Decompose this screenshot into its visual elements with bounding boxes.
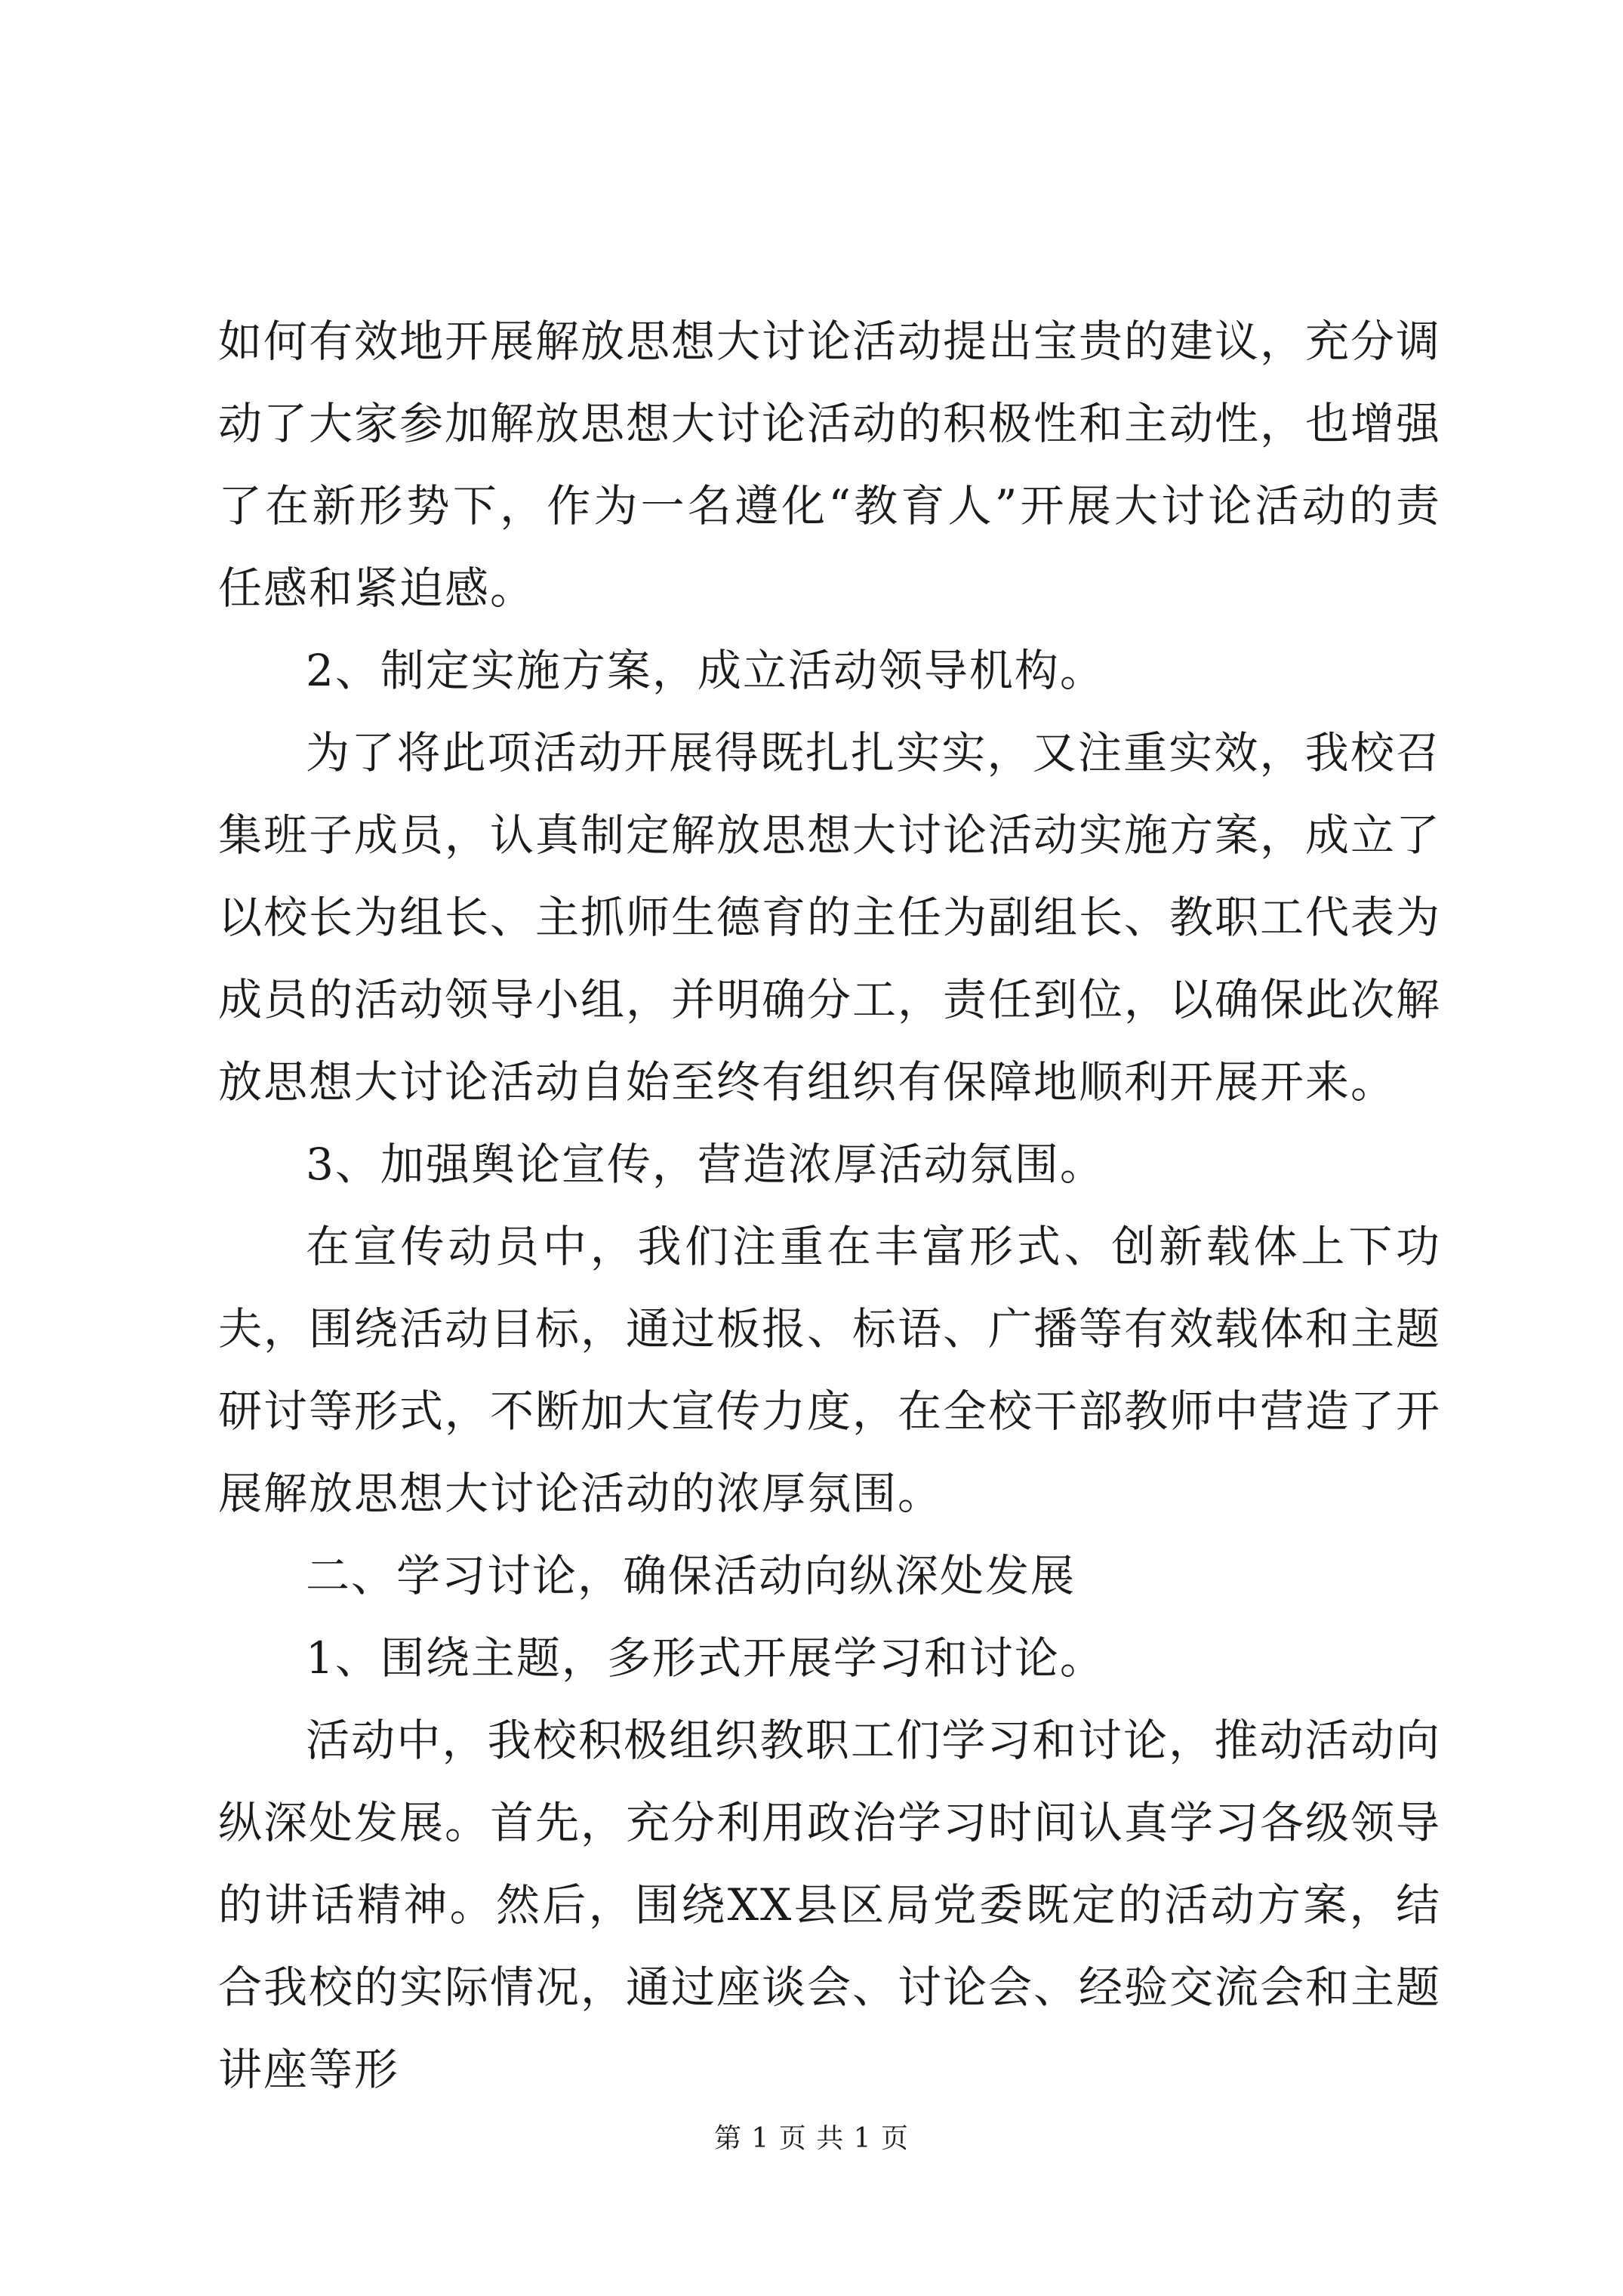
paragraph: 在宣传动员中，我们注重在丰富形式、创新载体上下功夫，围绕活动目标，通过板报、标语、广播等有效载体和主题研讨等形式，不断加大宣传力度，在全校干部教师中营造了开展解放思想大讨论活动的浓厚氛围。 <box>218 1221 1442 1519</box>
section-heading: 3、加强舆论宣传，营造浓厚活动氛围。 <box>306 1139 1105 1190</box>
document-body <box>218 300 1441 2111</box>
page-footer: 第 1 页 共 1 页 <box>713 2123 910 2154</box>
section-heading: 2、制定实施方案，成立活动领导机构。 <box>306 645 1105 696</box>
paragraph: 活动中，我校积极组织教职工们学习和讨论，推动活动向纵深处发展。首先，充分利用政治学习时间认真学习各级领导的讲话精神。然后，围绕XX县区局党委既定的活动方案，结合我校的实际情况，通过座谈会、讨论会、经验交流会和主题讲座等形 <box>218 1715 1442 2095</box>
paragraph: 为了将此项活动开展得既扎扎实实，又注重实效，我校召集班子成员，认真制定解放思想大讨论活动实施方案，成立了以校长为组长、主抓师生德育的主任为副组长、教职工代表为成员的活动领导小组，并明确分工，责任到位，以确保此次解放思想大讨论活动自始至终有组织有保障地顺利开展开来。 <box>218 727 1442 1108</box>
section-heading: 1、围绕主题，多形式开展学习和讨论。 <box>306 1632 1105 1684</box>
paragraph: 如何有效地开展解放思想大讨论活动提出宝贵的建议，充分调动了大家参加解放思想大讨论活动的积极性和主动性，也增强了在新形势下，作为一名遵化“教育人”开展大讨论活动的责任感和紧迫感。 <box>218 316 1442 614</box>
section-heading: 二、学习讨论，确保活动向纵深处发展 <box>306 1550 1076 1601</box>
